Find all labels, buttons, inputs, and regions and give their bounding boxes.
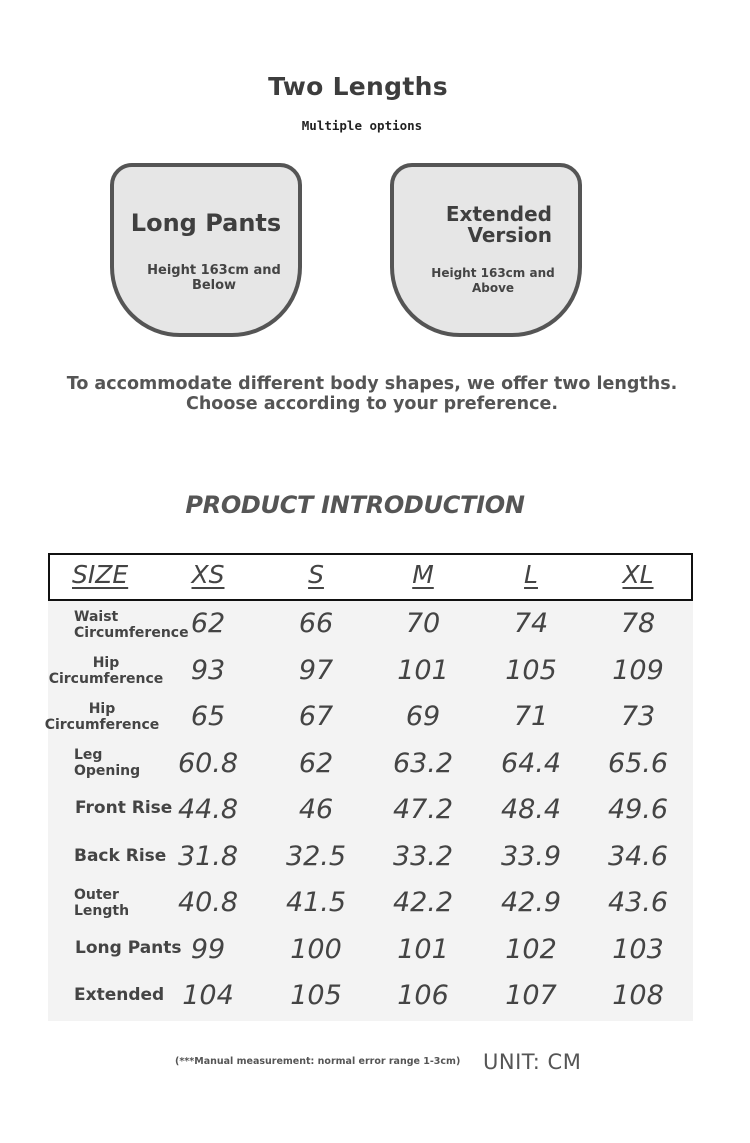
table-cell: 71 <box>513 701 549 732</box>
table-cell: 62 <box>190 608 226 639</box>
section-title: PRODUCT INTRODUCTION <box>185 491 525 519</box>
table-cell: 70 <box>405 608 441 639</box>
table-cell: 93 <box>190 655 226 686</box>
extended-card-title: Extended Version <box>445 202 552 247</box>
row-label: Back Rise <box>74 846 167 866</box>
table-cell: 100 <box>290 934 342 965</box>
table-row <box>0 789 750 835</box>
table-cell: 105 <box>290 980 342 1011</box>
length-description: To accommodate different body shapes, we offer two lengths. Choose according to your preference. <box>66 374 678 414</box>
table-cell: 48.4 <box>500 794 562 825</box>
size-header-xs: XS <box>191 560 225 589</box>
page-title: Two Lengths <box>268 72 448 101</box>
table-cell: 31.8 <box>177 841 239 872</box>
table-row <box>0 975 750 1021</box>
extended-card-note: Height 163cm and Above <box>431 266 555 295</box>
table-cell: 101 <box>397 655 449 686</box>
table-cell: 106 <box>397 980 449 1011</box>
table-cell: 67 <box>298 701 334 732</box>
row-label: Waist Circumference <box>74 609 189 641</box>
table-cell: 99 <box>190 934 226 965</box>
table-cell: 34.6 <box>607 841 669 872</box>
row-label: Leg Opening <box>74 747 141 779</box>
table-cell: 108 <box>612 980 664 1011</box>
table-cell: 65.6 <box>607 748 669 779</box>
size-header-label: SIZE <box>72 560 129 589</box>
table-cell: 46 <box>298 794 334 825</box>
table-cell: 43.6 <box>607 887 669 918</box>
row-label: Long Pants <box>75 938 182 958</box>
table-cell: 104 <box>182 980 234 1011</box>
row-label: Front Rise <box>75 798 173 818</box>
table-cell: 40.8 <box>177 887 239 918</box>
table-cell: 102 <box>505 934 557 965</box>
extended-card <box>390 163 582 337</box>
table-row <box>0 743 750 789</box>
table-cell: 49.6 <box>607 794 669 825</box>
row-label: Hip Circumference <box>44 701 160 733</box>
measurement-note: (***Manual measurement: normal error range 1-3cm) <box>175 1056 461 1067</box>
table-cell: 64.4 <box>500 748 562 779</box>
table-row <box>0 836 750 882</box>
table-cell: 33.2 <box>392 841 454 872</box>
table-cell: 41.5 <box>285 887 347 918</box>
long-pants-card-title: Long Pants <box>130 209 282 237</box>
table-cell: 33.9 <box>500 841 562 872</box>
table-cell: 44.8 <box>177 794 239 825</box>
table-cell: 42.9 <box>500 887 562 918</box>
long-pants-card <box>110 163 302 337</box>
table-cell: 62 <box>298 748 334 779</box>
table-cell: 107 <box>505 980 557 1011</box>
row-label: Outer Length <box>74 887 130 919</box>
unit-label: UNIT: CM <box>483 1050 582 1074</box>
table-cell: 63.2 <box>392 748 454 779</box>
table-cell: 103 <box>612 934 664 965</box>
table-cell: 78 <box>620 608 656 639</box>
long-pants-card-note: Height 163cm and Below <box>147 263 281 293</box>
table-cell: 65 <box>190 701 226 732</box>
table-cell: 105 <box>505 655 557 686</box>
table-cell: 109 <box>612 655 664 686</box>
table-cell: 97 <box>298 655 334 686</box>
page-subtitle: Multiple options <box>301 118 423 133</box>
size-header-s: S <box>308 560 324 589</box>
table-cell: 66 <box>298 608 334 639</box>
row-label: Hip Circumference <box>48 655 164 687</box>
table-cell: 60.8 <box>177 748 239 779</box>
table-cell: 101 <box>397 934 449 965</box>
table-row <box>0 603 750 649</box>
table-cell: 69 <box>405 701 441 732</box>
table-cell: 47.2 <box>392 794 454 825</box>
row-label: Extended <box>74 985 165 1005</box>
size-header-xl: XL <box>622 560 654 589</box>
table-row <box>0 696 750 742</box>
size-header-m: M <box>412 560 434 589</box>
table-row <box>0 882 750 928</box>
table-cell: 32.5 <box>285 841 347 872</box>
table-row <box>0 929 750 975</box>
size-header-l: L <box>524 560 538 589</box>
table-cell: 42.2 <box>392 887 454 918</box>
size-table-header <box>48 553 693 601</box>
table-cell: 74 <box>513 608 549 639</box>
table-cell: 73 <box>620 701 656 732</box>
table-row <box>0 650 750 696</box>
